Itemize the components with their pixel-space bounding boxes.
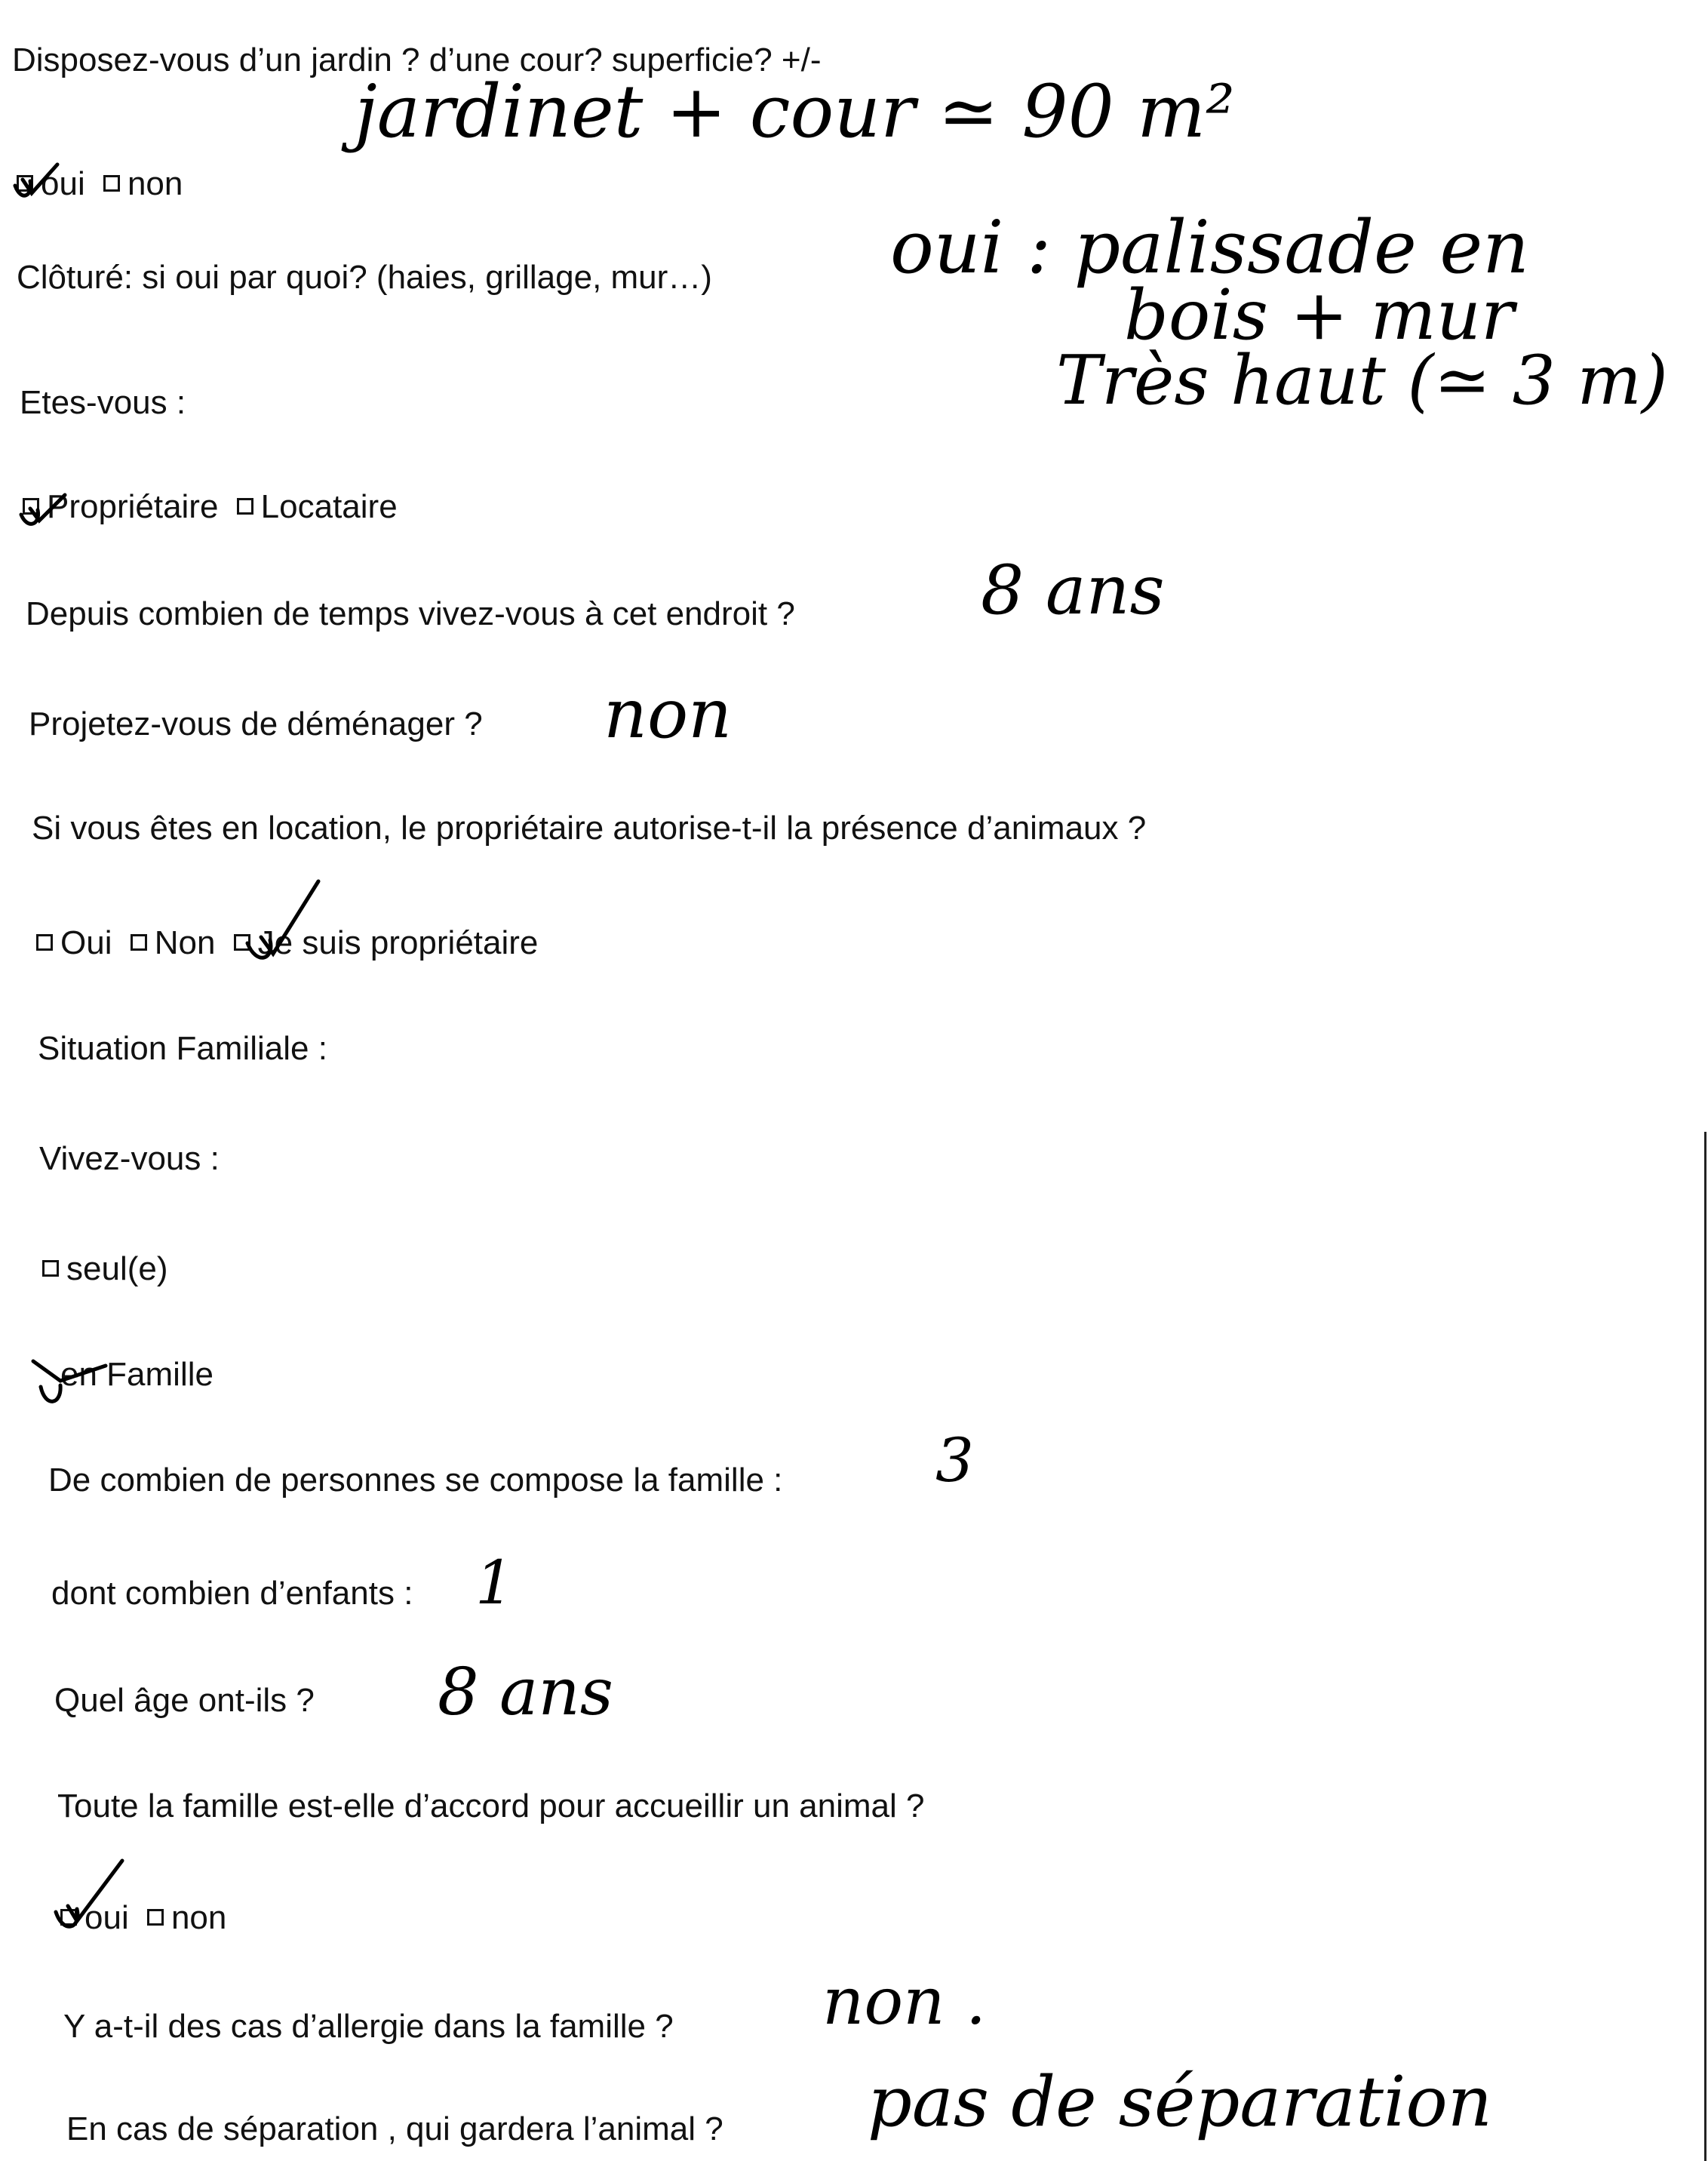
question-family-size: De combien de personnes se compose la famille : [48,1462,783,1499]
checkbox-landlord-owner[interactable] [234,934,250,951]
question-family-situation: Situation Familiale : [38,1030,327,1067]
garden-options [17,165,183,202]
answer-children: 1 [475,1548,514,1618]
scan-edge-shadow [1704,1132,1706,2161]
checkbox-landlord-no[interactable] [131,934,147,951]
answer-fence-line-1: oui : palissade en [890,205,1529,290]
answer-garden: jardinet + cour ≃ 90 m² [355,69,1235,154]
checkbox-alone[interactable] [42,1260,59,1277]
checkbox-tenant[interactable] [237,498,253,515]
question-garden: Disposez-vous d’un jardin ? d’une cour? superficie? +/- [12,41,822,78]
question-landlord: Si vous êtes en location, le propriétaire autorise-t-il la présence d’animaux ? [32,810,1147,847]
living-option-family-label: en Famille [60,1356,214,1393]
checkbox-garden-yes[interactable] [17,175,33,192]
question-age: Quel âge ont-ils ? [54,1682,315,1719]
question-separation: En cas de séparation , qui gardera l’animal ? [66,2110,723,2147]
checkbox-landlord-yes[interactable] [36,934,53,951]
question-living: Vivez-vous : [39,1140,220,1177]
answer-fence-line-3: Très haut (≃ 3 m) [1056,341,1668,420]
status-options [23,490,398,524]
agree-option-no-label: non [170,1899,227,1936]
garden-option-yes-label: oui [41,165,85,202]
status-option-tenant-label: Locataire [260,488,398,525]
question-fence: Clôturé: si oui par quoi? (haies, grillage, mur…) [17,259,712,296]
answer-move: non [604,675,733,754]
checkbox-agree-yes[interactable] [60,1909,77,1926]
living-option-alone-label: seul(e) [66,1250,168,1287]
living-option-alone [42,1250,168,1287]
checkbox-agree-no[interactable] [147,1909,164,1926]
question-status: Etes-vous : [20,384,186,421]
agree-options [60,1901,226,1935]
answer-separation: pas de séparation [868,2061,1493,2142]
question-allergy: Y a-t-il des cas d’allergie dans la famille ? [63,2008,674,2045]
answer-family-size: 3 [935,1425,974,1495]
landlord-option-owner-label: Je suis propriétaire [257,924,539,961]
checkbox-owner[interactable] [23,498,39,515]
agree-option-yes-label: oui [84,1899,129,1936]
landlord-options [36,924,539,961]
question-children: dont combien d’enfants : [51,1575,413,1612]
answer-fence-line-2: bois + mur [1124,275,1514,355]
living-option-family [60,1358,214,1391]
answer-age: 8 ans [438,1655,613,1730]
answer-allergy: non . [822,1964,987,2040]
garden-option-no-label: non [127,165,183,202]
landlord-option-yes-label: Oui [60,924,112,961]
answer-duration: 8 ans [981,551,1165,630]
question-agree: Toute la famille est-elle d’accord pour accueillir un animal ? [57,1788,925,1824]
status-option-owner-label: Propriétaire [47,488,219,525]
landlord-option-no-label: Non [154,924,216,961]
question-duration: Depuis combien de temps vivez-vous à cet endroit ? [26,595,795,632]
question-move: Projetez-vous de déménager ? [29,705,483,742]
checkbox-garden-no[interactable] [103,175,120,192]
